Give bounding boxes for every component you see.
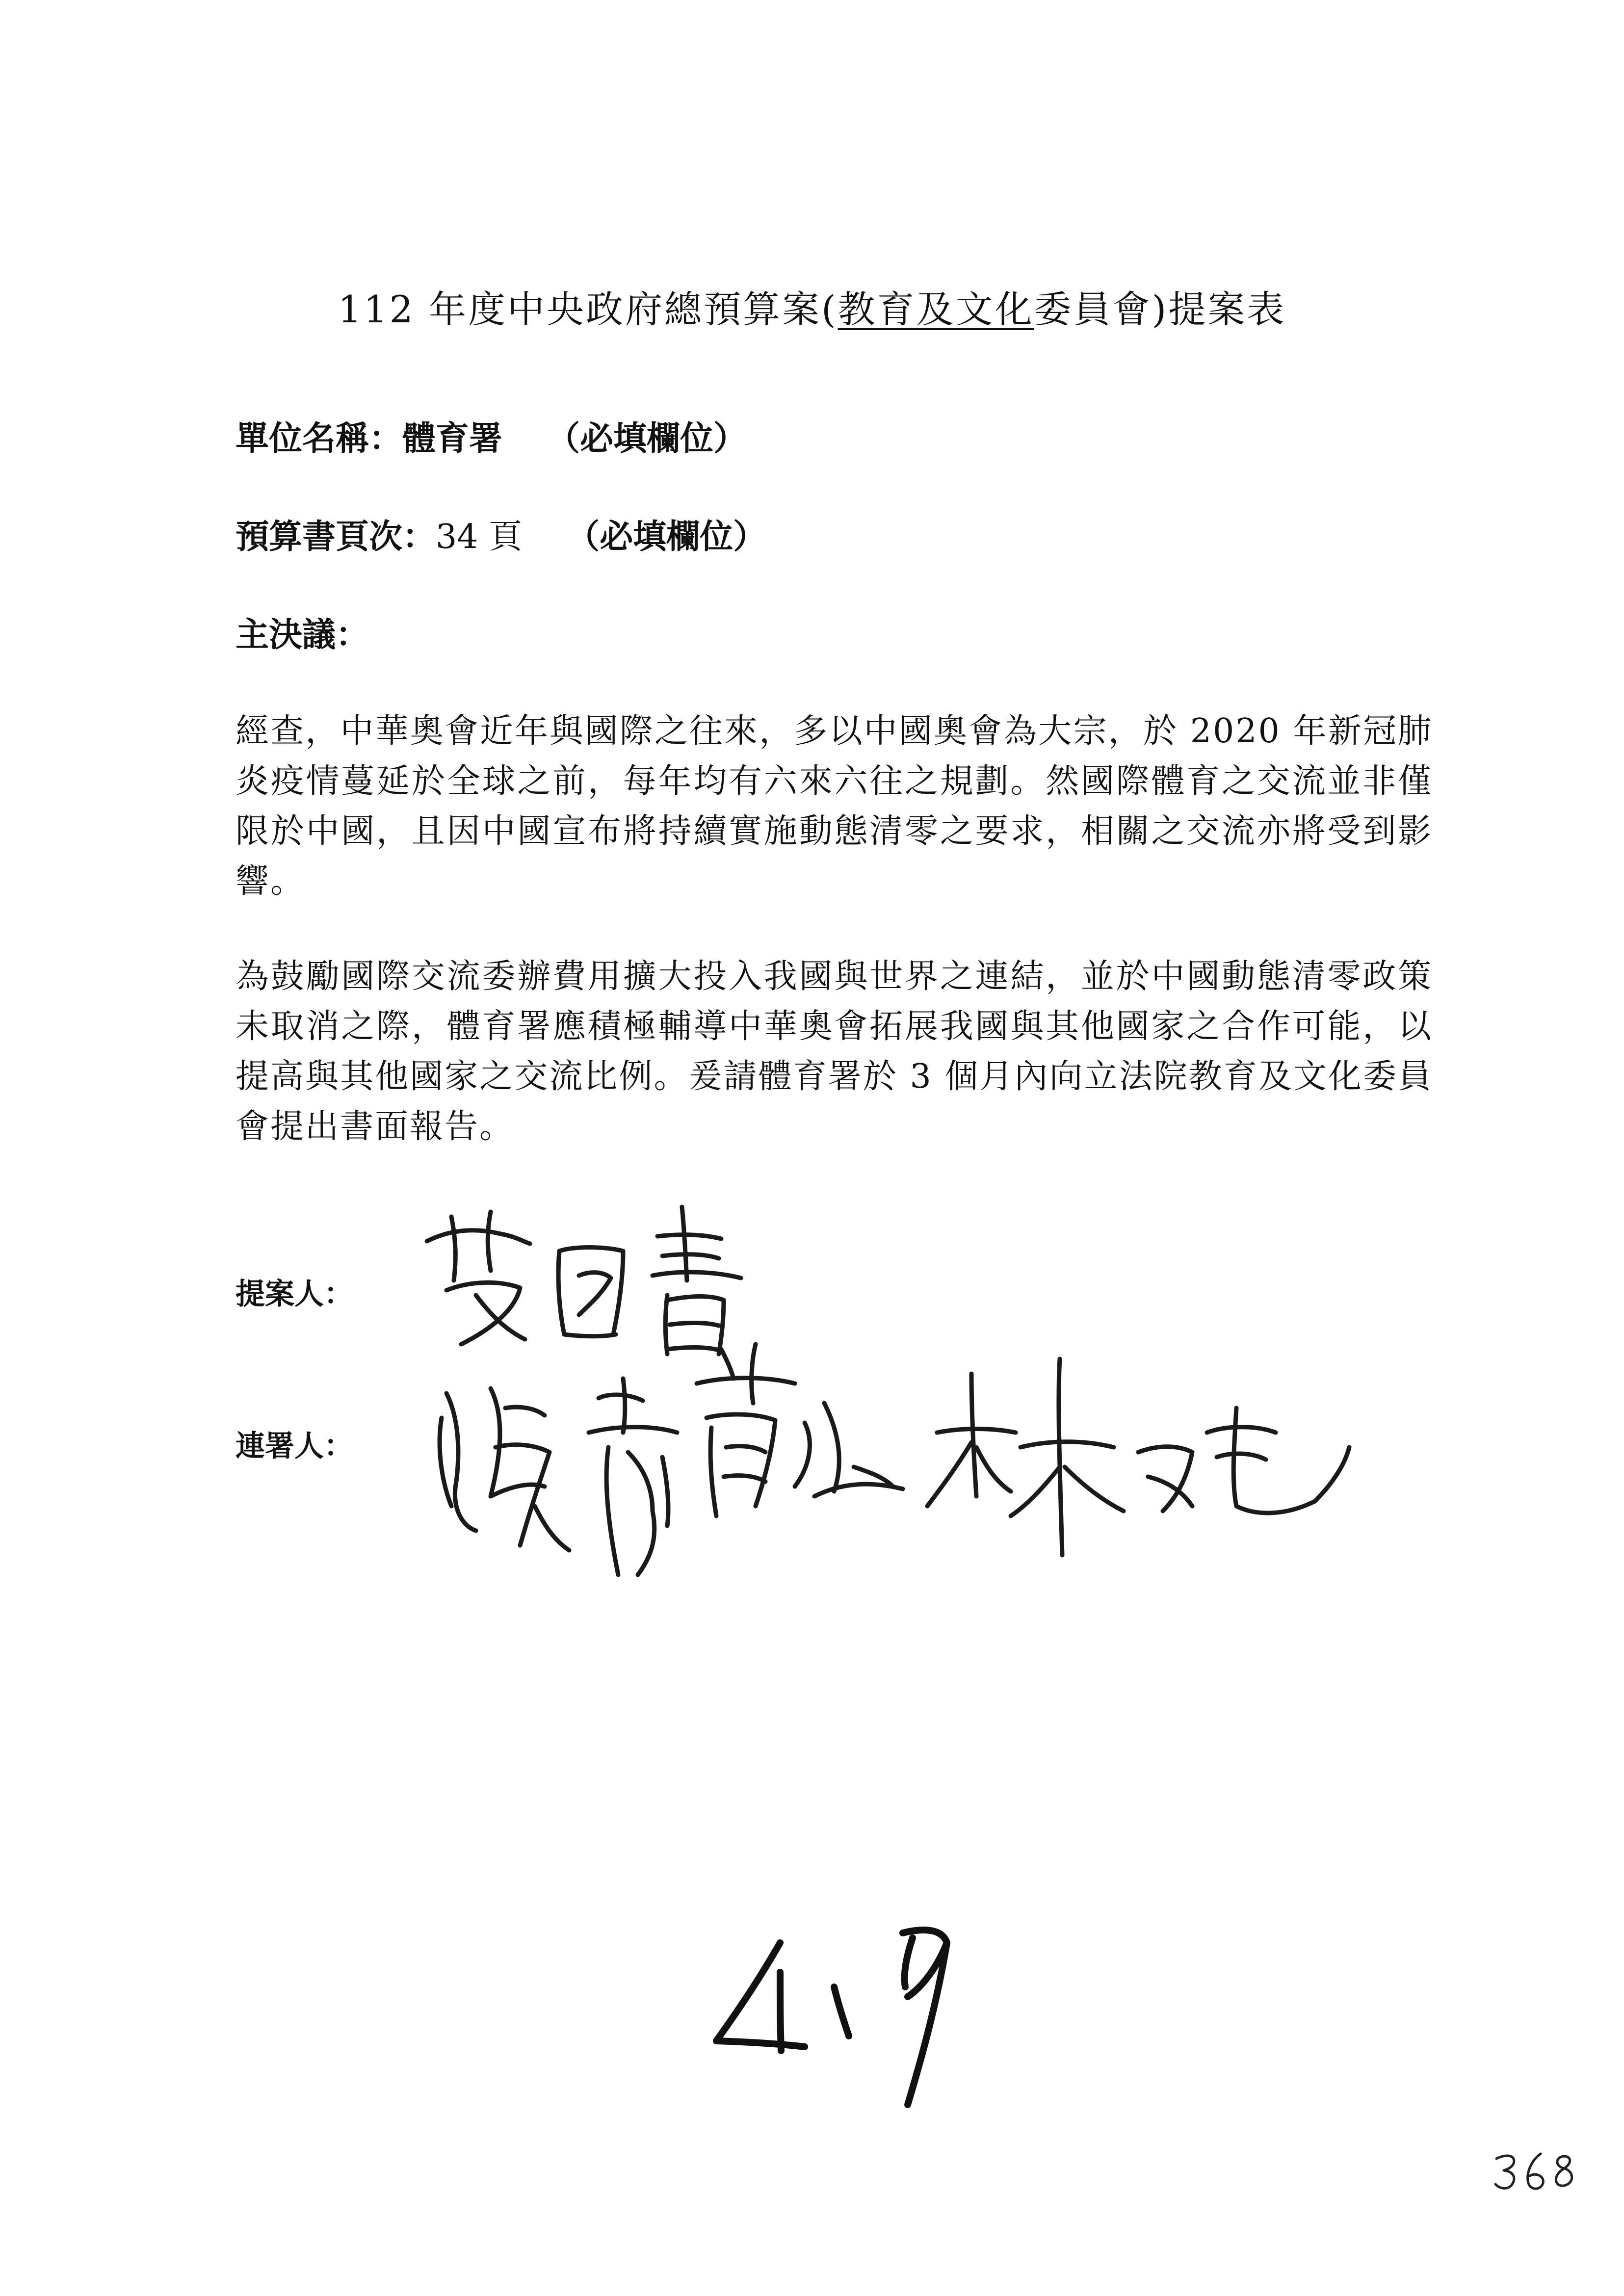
resolution-paragraph-1: 經查，中華奧會近年與國際之往來，多以中國奧會為大宗，於 2020 年新冠肺炎疫情蔓延於全球之前，每年均有六來六往之規劃。然國際體育之交流並非僅限於中國，且因中國宣布將持續實施動態清零之要求，相關之交流亦將受到影響。 [236, 712, 1433, 901]
title-prefix: 112 年度中央政府總預算案( [338, 287, 838, 331]
budget-page-field [236, 510, 766, 558]
resolution-paragraph-2: 為鼓勵國際交流委辦費用擴大投入我國與世界之連結，並於中國動態清零政策未取消之際，體育署應積極輔導中華奧會拓展我國與其他國家之合作可能，以提高與其他國家之交流比例。爰請體育署於 3 個月內向立法院教育及文化委員會提出書面報告。 [236, 957, 1433, 1146]
main-resolution-label: 主決議： [236, 615, 369, 654]
handwritten-page-number [707, 1913, 981, 2119]
cosigner-label: 連署人： [236, 1429, 353, 1463]
unit-label: 單位名稱： [236, 419, 403, 458]
document-title [0, 280, 1624, 333]
title-suffix: 委員會)提案表 [1034, 287, 1286, 331]
cosigner-signatures [422, 1320, 1354, 1604]
title-committee: 教育及文化 [838, 287, 1034, 331]
corner-page-number [1487, 2139, 1585, 2198]
proposer-label: 提案人： [236, 1277, 353, 1311]
unit-required-note: （必填欄位） [547, 419, 747, 458]
budget-page-required-note: （必填欄位） [566, 517, 767, 556]
main-resolution-heading [236, 608, 369, 656]
unit-field [236, 412, 747, 460]
budget-page-label: 預算書頁次： [236, 517, 436, 556]
unit-value: 體育署 [402, 419, 503, 458]
budget-page-value: 34 頁 [436, 518, 523, 556]
